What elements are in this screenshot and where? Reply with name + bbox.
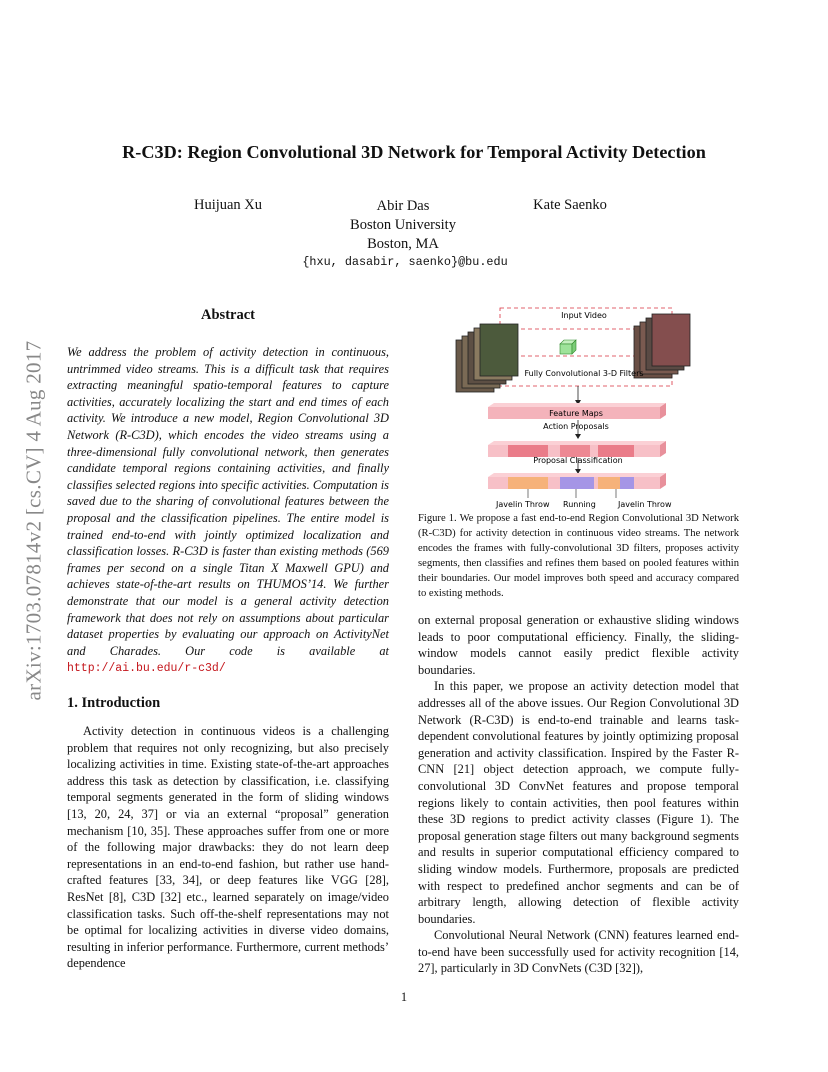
- author-2-block: [330, 197, 476, 254]
- figure-caption: Figure 1. We propose a fast end-to-end Region Convolutional 3D Network (R-C3D) for activity detection in continuous video streams. The network encodes the frames with fully-convolutional 3D filters, proposes activity segments, then classifies and refines them based on pooled features within their boundaries. Our model improves both speed and accuracy compared to existing methods.: [418, 513, 739, 599]
- right-column-text: [418, 612, 739, 977]
- paper-title: R-C3D: Region Convolutional 3D Network for Temporal Activity Detection: [122, 142, 706, 162]
- author-2: Abir Das: [376, 198, 430, 214]
- right-paragraph-1: on external proposal generation or exhaustive sliding windows leads to poor computational efficiency. Finally, the sliding-window models cannot easily predict flexible activity boundaries.: [418, 613, 739, 677]
- input-video-label: Input Video: [561, 311, 607, 320]
- label-javelin-1: Javelin Throw: [496, 500, 550, 509]
- arxiv-stamp: arXiv:1703.07814v2 [cs.CV] 4 Aug 2017: [21, 340, 46, 700]
- abstract: [67, 344, 389, 678]
- intro-text: Activity detection in continuous videos is a challenging problem that requires not only recognizing, but also precisely localizing activities in time. Existing state-of-the-art approaches address this task as detection by classification, i.e. classifying temporal segments generated in the form of sliding windows [13, 20, 24, 37] or via an external “proposal” generation mechanism [10, 35]. These approaches suffer from one or more of the following major drawbacks: they do not learn deep representations in an end-to-end fashion, but rather use hand-crafted features [33, 34], or deep features like VGG [28], ResNet [8], C3D [32] etc., learned separately on image/video classification tasks. Such off-the-shelf representations may not be optimal for localizing activities in diverse video domains, resulting in inferior performance. Furthermore, current methods’ dependence: [67, 724, 389, 971]
- figure-1: [448, 298, 708, 510]
- conv-filter-cube: [560, 340, 576, 354]
- abstract-text: We address the problem of activity detection in continuous, untrimmed video streams. This is a difficult task that requires extracting meaningful spatio-temporal features to capture activities, accurately localizing the start and end times of each activity. We introduce a new model, Region Convolutional 3D Network (R-C3D), which encodes the video streams using a three-dimensional fully convolutional network, then generates candidate temporal regions containing activities, and finally classifies selected regions into specific activities. Computation is saved due to the sharing of convolutional features between the proposal and the classification pipelines. The entire model is trained end-to-end with jointly optimized localization and classification losses. R-C3D is faster than existing methods (569 frames per second on a single Titan X Maxwell GPU) and achieves state-of-the-art results on THUMOS’14. We further demonstrate that our model is a general activity detection framework that does not rely on assumptions about particular dataset properties by evaluating our approach on ActivityNet and Charades. Our code is available at: [67, 345, 389, 658]
- author-emails: {hxu, dasabir, saenko}@bu.edu: [302, 255, 508, 269]
- page-number: 1: [400, 990, 408, 1004]
- abstract-heading: Abstract: [201, 307, 255, 323]
- affiliation-location: Boston, MA: [367, 236, 439, 252]
- action-proposals-label: Action Proposals: [543, 422, 609, 431]
- intro-heading: 1. Introduction: [67, 695, 161, 711]
- code-link[interactable]: http://ai.bu.edu/r-c3d/: [67, 662, 226, 676]
- label-javelin-2: Javelin Throw: [618, 500, 672, 509]
- video-stack-left: [456, 324, 518, 392]
- author-1: Huijuan Xu: [193, 197, 263, 213]
- intro-paragraph: [67, 723, 389, 972]
- classification-bar: [488, 473, 666, 489]
- proposals-bar: [488, 441, 666, 457]
- proposal-classification-label: Proposal Classification: [533, 456, 623, 465]
- right-paragraph-2: In this paper, we propose an activity detection model that addresses all of the above issues. Our Region Convolutional 3D Network (R-C3D) is end-to-end trainable and learns task-dependent convolutional features by jointly optimizing proposal generation and activity classification. Inspired by the Faster R-CNN [21] object detection approach, we compute fully-convolutional 3D ConvNet features and propose temporal regions likely to contain activities, then pool features within these 3D regions to predict activity classes (Figure 1). The proposal generation stage filters out many background segments and results in superior computational efficiency compared to sliding window models. Furthermore, proposals are predicted with respect to predefined anchor segments and can be of arbitrary length, allowing detection of flexible activity boundaries.: [418, 679, 739, 926]
- right-paragraph-3: Convolutional Neural Network (CNN) features learned end-to-end have been successfully used for activity recognition [14, 27], particularly in 3D ConvNets (C3D [32]),: [418, 928, 739, 976]
- affiliation: Boston University: [350, 217, 456, 233]
- feature-maps-label: Feature Maps: [549, 409, 603, 418]
- filters-label: Fully Convolutional 3-D Filters: [524, 369, 644, 378]
- label-running: Running: [563, 500, 596, 509]
- author-3: Kate Saenko: [533, 197, 607, 213]
